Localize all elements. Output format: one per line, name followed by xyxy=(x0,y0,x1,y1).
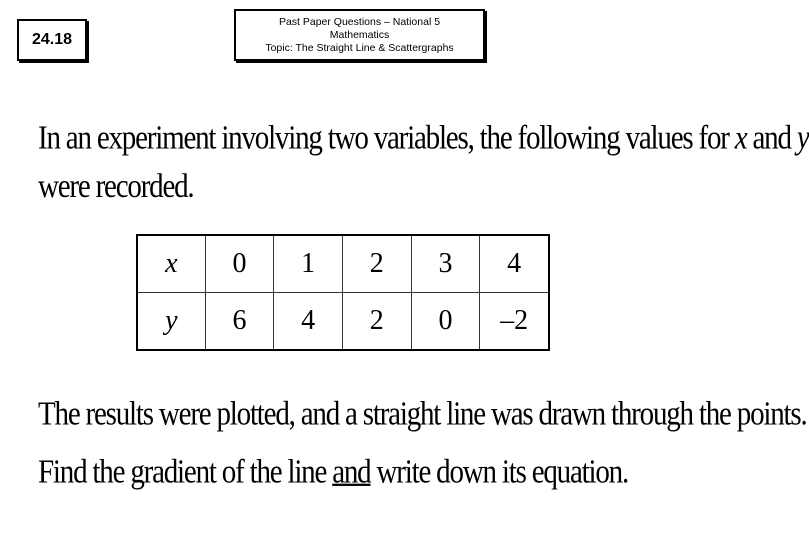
values-table xyxy=(136,234,550,351)
table-row-y xyxy=(137,293,549,351)
results-sentence xyxy=(38,390,807,438)
intro-paragraph xyxy=(38,114,809,211)
table-row-label: y xyxy=(137,293,205,351)
intro-and: and xyxy=(746,119,797,157)
table-row-x xyxy=(137,235,549,293)
header-line-3: Topic: The Straight Line & Scattergraphs xyxy=(265,41,454,54)
task-text-end: write down its equation. xyxy=(370,453,629,491)
table-cell: 2 xyxy=(342,235,411,293)
table-row-label: x xyxy=(137,235,205,293)
task-text-start: Find the gradient of the line xyxy=(38,453,333,491)
task-and-emphasis: and xyxy=(332,453,371,491)
header-line-1: Past Paper Questions – National 5 xyxy=(278,15,441,28)
table-cell: 2 xyxy=(342,293,411,351)
table-cell: 0 xyxy=(411,293,480,351)
question-number-box xyxy=(17,19,87,61)
table-cell: 1 xyxy=(274,235,343,293)
table-cell: –2 xyxy=(480,293,549,351)
intro-var-y: y xyxy=(796,119,809,157)
table-cell: 0 xyxy=(205,235,274,293)
header-line-2: Mathematics xyxy=(329,28,390,41)
question-number: 24.18 xyxy=(31,31,73,48)
intro-line-2: were recorded. xyxy=(38,168,194,205)
table-cell: 4 xyxy=(274,293,343,351)
table-cell: 4 xyxy=(480,235,549,293)
results-text: The results were plotted, and a straight line was drawn through the points. xyxy=(38,395,807,433)
intro-text: In an experiment involving two variables, the following values for xyxy=(38,119,735,157)
header-box xyxy=(234,9,485,61)
table-cell: 6 xyxy=(205,293,274,351)
task-sentence xyxy=(38,448,703,496)
table-cell: 3 xyxy=(411,235,480,293)
intro-var-x: x xyxy=(734,119,747,157)
